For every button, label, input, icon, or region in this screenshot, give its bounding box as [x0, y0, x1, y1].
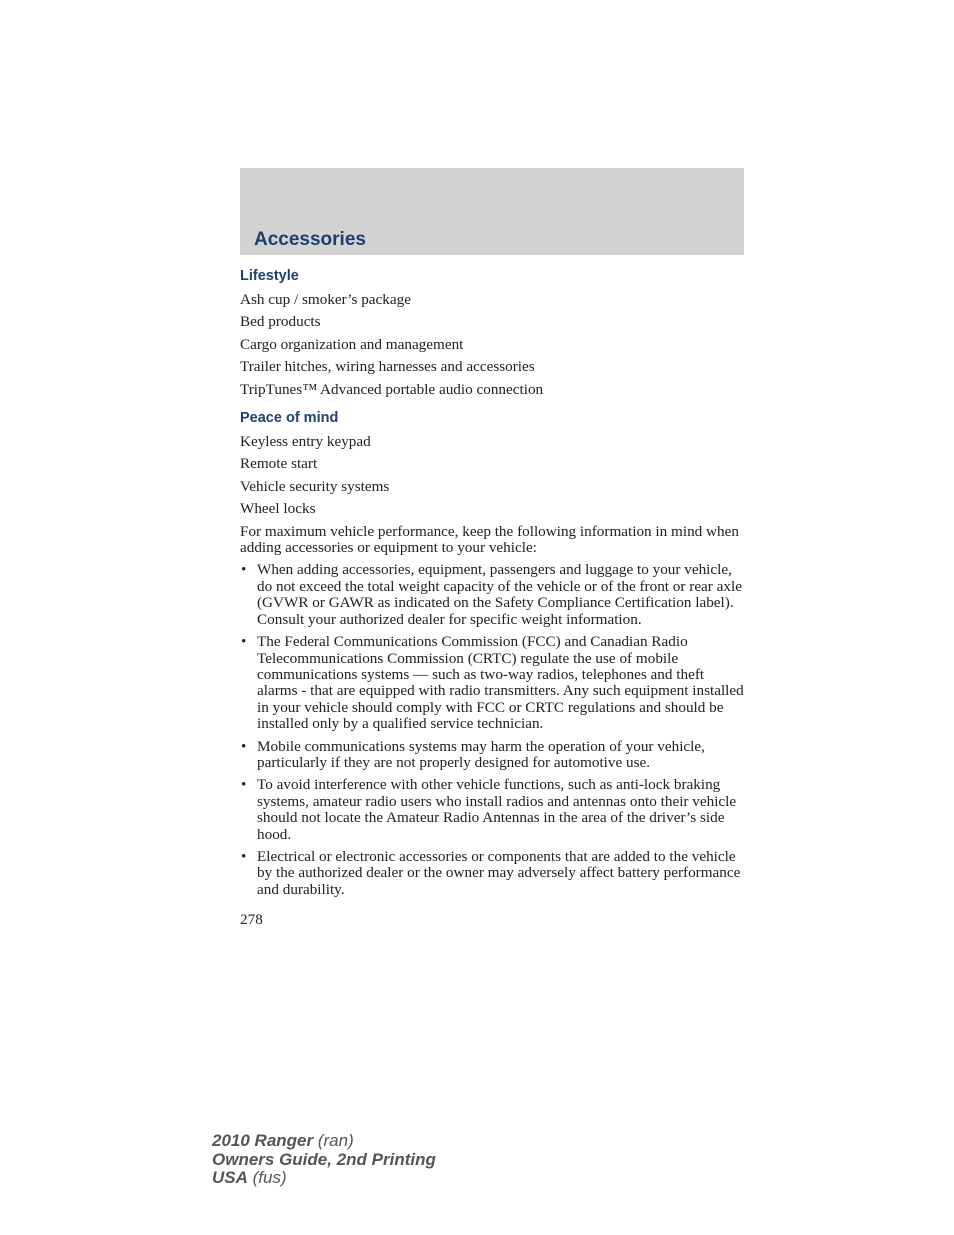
guidance-bullet-list: [240, 562, 744, 898]
bullet-item: [240, 777, 744, 843]
bullet-text: Mobile communications systems may harm the operation of your vehicle, particularly if they are not properly designed for automotive use.: [257, 737, 705, 771]
list-item: Keyless entry keypad: [240, 433, 371, 451]
bullet-text: To avoid interference with other vehicle functions, such as anti-lock braking systems, amateur radio users who install radios and antennas onto their vehicle should not locate the Amateur Radio Antennas in the area of the driver’s side hood.: [257, 776, 737, 843]
list-item: Wheel locks: [240, 500, 316, 518]
section-title: Accessories: [254, 229, 366, 250]
list-item: Remote start: [240, 455, 318, 473]
bullet-item: [240, 562, 744, 628]
list-item: Bed products: [240, 313, 321, 331]
bullet-icon: •: [241, 776, 247, 794]
footer-market: USA: [212, 1168, 248, 1187]
document-footer: [212, 1132, 436, 1188]
bullet-text: The Federal Communications Commission (FCC) and Canadian Radio Telecommunications Commission (CRTC) regulate the use of mobile communications systems — such as two-way radios, telephones and theft alarms - that are equipped with radio transmitters. Any such equipment installed in your vehicle should comply with FCC or CRTC regulations and should be installed only by a qualified service technician.: [257, 633, 744, 733]
bullet-item: [240, 634, 744, 732]
lifestyle-heading: Lifestyle: [240, 268, 299, 284]
section-header-band: [240, 168, 744, 255]
bullet-item: [240, 739, 744, 772]
page-number: 278: [240, 911, 263, 929]
footer-model-line: [212, 1132, 436, 1151]
bullet-item: [240, 849, 744, 898]
page-content: [240, 266, 744, 929]
list-item: TripTunes™ Advanced portable audio connection: [240, 380, 544, 398]
bullet-text: When adding accessories, equipment, passengers and luggage to your vehicle, do not exceed the total weight capacity of the vehicle or of the front or rear axle (GVWR or GAWR as indicated on the Safety Compliance Certification label). Consult your authorized dealer for specific weight information.: [257, 561, 742, 628]
bullet-text: Electrical or electronic accessories or components that are added to the vehicle by the authorized dealer or the owner may adversely affect battery performance and durability.: [257, 847, 741, 898]
list-item: Trailer hitches, wiring harnesses and accessories: [240, 358, 535, 376]
list-item: Cargo organization and management: [240, 335, 464, 353]
list-item: Vehicle security systems: [240, 477, 390, 495]
peace-of-mind-heading: Peace of mind: [240, 410, 339, 427]
list-item: Ash cup / smoker’s package: [240, 291, 411, 308]
footer-guide-line: [212, 1151, 436, 1170]
bullet-icon: •: [241, 847, 247, 865]
peace-of-mind-list: [240, 434, 744, 518]
bullet-icon: •: [241, 737, 247, 755]
intro-paragraph: For maximum vehicle performance, keep the following information in mind when adding accessories or equipment to your vehicle:: [240, 522, 739, 557]
footer-guide: Owners Guide, 2nd Printing: [212, 1149, 436, 1169]
bullet-icon: •: [241, 561, 247, 579]
lifestyle-list: [240, 292, 744, 398]
bullet-icon: •: [241, 633, 247, 651]
footer-market-line: [212, 1169, 436, 1188]
footer-market-code: (fus): [252, 1168, 287, 1187]
footer-model: 2010 Ranger: [212, 1131, 314, 1150]
footer-model-code: (ran): [317, 1131, 354, 1150]
